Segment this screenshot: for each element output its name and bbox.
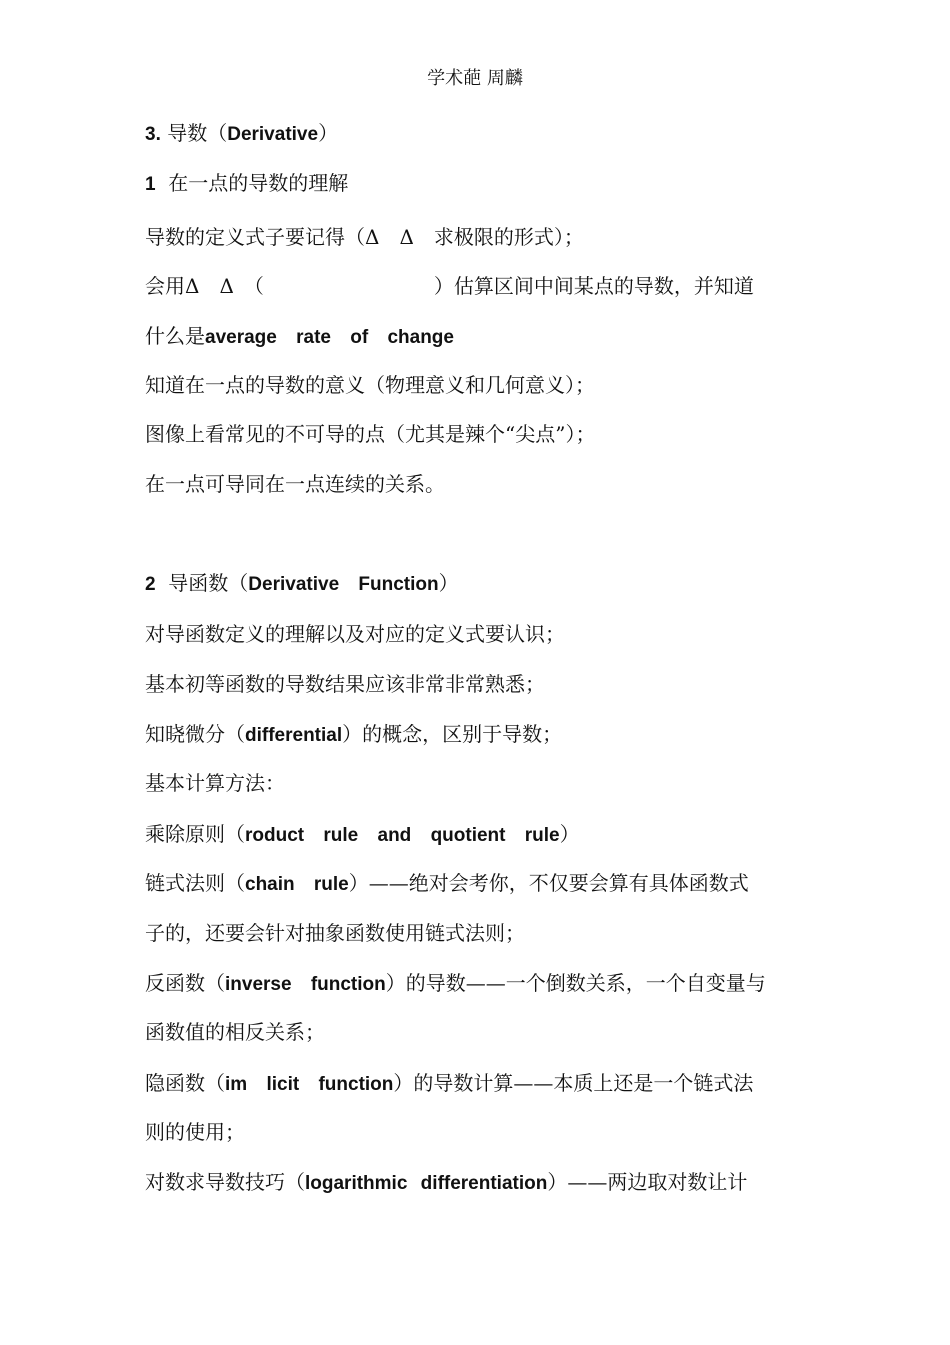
paragraph-line: 知道在一点的导数的意义（物理意义和几何意义）； xyxy=(145,373,595,397)
paragraph-segment: ）——绝对会考你，不仅要会算有具体函数式 xyxy=(348,871,749,895)
paragraph-line xyxy=(145,271,810,301)
section-title-close: ） xyxy=(318,121,339,145)
paragraph-line xyxy=(145,968,810,1000)
paragraph-line xyxy=(145,1167,810,1199)
subsection-1-title xyxy=(145,168,810,200)
section-title xyxy=(145,118,810,150)
section-number: 3. xyxy=(145,124,161,145)
english-term: chain rule xyxy=(245,874,349,895)
paragraph-segment: ）估算区间中间某点的导数，并知道 xyxy=(433,274,754,298)
subsection-1-title-text: 在一点的导数的理解 xyxy=(168,171,349,195)
subsection-2-number: 2 xyxy=(145,574,156,595)
paragraph-line: 在一点可导同在一点连续的关系。 xyxy=(145,472,445,496)
paragraph-segment: 链式法则（ xyxy=(145,871,245,895)
paragraph-line xyxy=(145,1068,810,1100)
paragraph-segment: ）——两边取对数让计 xyxy=(547,1170,748,1194)
english-term: average rate of change xyxy=(205,327,454,348)
paragraph-line: 导数的定义式子要记得（Δ Δ 求极限的形式）； xyxy=(145,225,584,249)
subsection-2-title-zh: 导函数（ xyxy=(168,571,249,595)
paragraph-segment: ）的导数计算——本质上还是一个链式法 xyxy=(393,1071,754,1095)
paragraph-segment: 什么是 xyxy=(145,324,205,348)
english-term: logarithmic differentiation xyxy=(305,1173,548,1194)
paragraph-segment: 对数求导数技巧（ xyxy=(145,1170,305,1194)
paragraph-line: 基本计算方法： xyxy=(145,771,285,795)
subsection-1-number: 1 xyxy=(145,174,156,195)
paragraph-segment: 反函数（ xyxy=(145,971,225,995)
paragraph-line xyxy=(145,868,810,900)
subsection-2-title xyxy=(145,568,810,600)
paragraph-segment: 会用Δ Δ （ xyxy=(145,274,264,298)
paragraph-line: 对导函数定义的理解以及对应的定义式要认识； xyxy=(145,622,565,646)
english-term: inverse function xyxy=(225,974,386,995)
paragraph-line xyxy=(145,819,810,851)
section-title-en: Derivative xyxy=(227,124,319,145)
paragraph-segment: 乘除原则（ xyxy=(145,822,245,846)
page-header: 学术葩 周麟 xyxy=(427,68,523,89)
english-term: differential xyxy=(245,725,343,746)
paragraph-line: 子的，还要会针对抽象函数使用链式法则； xyxy=(145,921,525,945)
paragraph-segment: ）的概念，区别于导数； xyxy=(342,722,563,746)
subsection-2-title-close: ） xyxy=(438,571,459,595)
english-term: roduct rule and quotient rule xyxy=(245,825,560,846)
paragraph-line: 图像上看常见的不可导的点（尤其是辣个“尖点”）； xyxy=(145,422,596,446)
paragraph-line: 函数值的相反关系； xyxy=(145,1020,325,1044)
section-title-zh: 导数（ xyxy=(167,121,228,145)
paragraph-segment: ）的导数——一个倒数关系，一个自变量与 xyxy=(385,971,766,995)
paragraph-segment: 知晓微分（ xyxy=(145,722,245,746)
english-term: im licit function xyxy=(225,1074,394,1095)
paragraph-line: 则的使用； xyxy=(145,1120,245,1144)
paragraph-segment: 隐函数（ xyxy=(145,1071,225,1095)
subsection-2-title-en: Derivative Function xyxy=(248,574,439,595)
paragraph-line: 基本初等函数的导数结果应该非常非常熟悉； xyxy=(145,672,545,696)
paragraph-line xyxy=(145,321,810,353)
paragraph-segment: ） xyxy=(559,822,580,846)
paragraph-line xyxy=(145,719,810,751)
